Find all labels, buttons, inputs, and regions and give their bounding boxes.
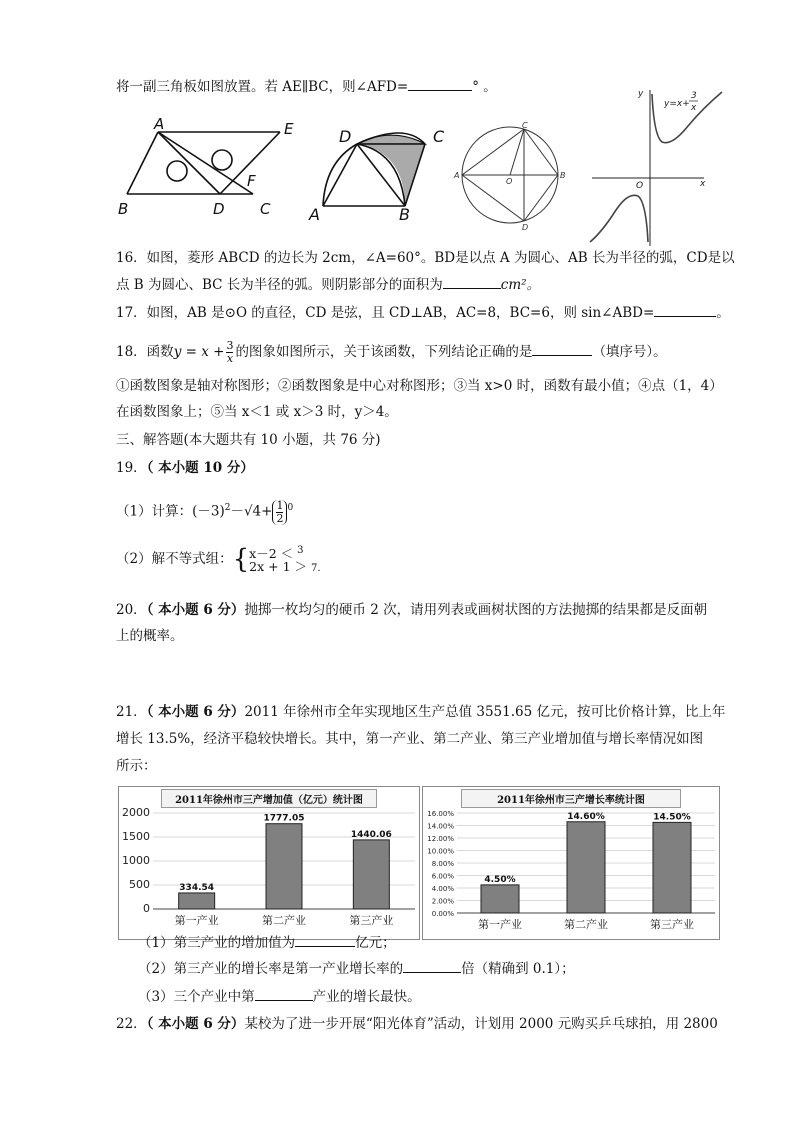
chart2-ytick: 0.00%: [431, 910, 454, 918]
q21-sub3-text: （3）三个产业中第: [138, 989, 255, 1005]
figure-rhombus: [305, 122, 455, 222]
q18-prefix: 18．函数: [116, 344, 174, 360]
chart2-ytick: 12.00%: [427, 835, 454, 843]
q16-line2: [116, 274, 540, 295]
chart2-ytick: 8.00%: [431, 860, 454, 868]
fig2-label-A: A: [309, 205, 320, 222]
q19-part1-mid: －√4+: [230, 503, 273, 520]
q18-func-num: 3: [226, 339, 234, 352]
fig1-edge-AD: [158, 132, 220, 194]
fig3-label-D: D: [522, 223, 529, 232]
q16-line1: 16．如图，菱形 ABCD 的边长为 2cm，∠A=60°。BD是以点 A 为圆心、AB 长为半径的弧，CD是以: [116, 250, 735, 266]
q16-unit: cm²。: [500, 277, 541, 293]
q19-part2: （2）解不等式组：{ x－2 ＜ $^3$ 2x + 1 ＞ 7.: [116, 544, 321, 575]
chart1-bar: [353, 840, 389, 909]
q19-ineq1-rhs: 3: [297, 545, 304, 556]
chart1-category-label: 第二产业: [262, 914, 306, 927]
chart1-bar: [266, 824, 302, 909]
q19-ineq1-lhs: x－2: [249, 546, 277, 562]
q21-sub1-tail: 亿元；: [355, 935, 396, 951]
q21-sub1: [138, 932, 396, 953]
q17-answer-blank[interactable]: [654, 302, 716, 317]
q21-line2: 增长 13.5%，经济平稳较快增长。其中，第一产业、第二产业、第三产业增加值与增长率情况如图: [116, 731, 704, 747]
chart2-ytick: 16.00%: [427, 810, 454, 818]
chart1-title: 2011年徐州市三产增加值（亿元）统计图: [161, 789, 377, 808]
fig1-label-F: F: [247, 172, 256, 190]
q21-text: 2011 年徐州市全年实现地区生产总值 3551.65 亿元，按可比价格计算，比上年: [244, 704, 726, 720]
q22-head: （ 本小题 6 分）: [146, 1016, 245, 1032]
chart1-ytick: 2000: [122, 806, 150, 819]
q19-frac-num: 1: [276, 498, 284, 512]
chart1-bar: [179, 893, 215, 909]
q15-line: [116, 76, 497, 97]
fig2-edge-AD: [323, 144, 357, 206]
fig1-hole-right: [212, 150, 232, 170]
fig1-hole-left: [167, 161, 187, 181]
q21-sub3: [138, 986, 421, 1007]
q16-answer-blank[interactable]: [443, 274, 501, 289]
q21-sub2-tail: 倍（精确到 0.1）；: [461, 961, 575, 977]
fig3-BC: [524, 129, 558, 175]
q15-text: 将一副三角板如图放置。若 AE∥BC，则∠AFD=: [116, 79, 409, 95]
fig1-label-E: E: [284, 120, 294, 138]
q21-sub3-tail: 产业的增长最快。: [312, 989, 421, 1005]
q22-text: 某校为了进一步开展“阳光体育”活动，计划用 2000 元购买乒乓球拍，用 2800: [244, 1016, 718, 1032]
q21-sub2-text: （2）第三产业的增长率是第一产业增长率的: [138, 961, 404, 977]
q20-head: （ 本小题 6 分）: [146, 602, 245, 618]
q18-answer-blank[interactable]: [532, 341, 592, 356]
chart1-ytick: 500: [129, 878, 150, 891]
fig4-curve-left: [590, 195, 648, 242]
figure-circle: [452, 122, 574, 232]
q20-num: 20．: [116, 602, 147, 618]
q21-head: （ 本小题 6 分）: [146, 704, 245, 720]
fig3-label-A: A: [454, 171, 460, 180]
q19-ineq1-op: ＜: [280, 546, 294, 562]
fig4-func-label: y=x+: [664, 99, 690, 109]
chart2-ytick: 10.00%: [427, 847, 454, 856]
chart2-bar: [653, 822, 691, 913]
fig3-AD: [462, 175, 524, 221]
q19-heading: [116, 458, 254, 478]
fig3-OC: [510, 129, 524, 175]
q18-line: [116, 340, 667, 365]
section-3-heading: 三、解答题(本大题共有 10 小题，共 76 分): [116, 432, 381, 448]
q21-sub2-blank[interactable]: [403, 958, 461, 973]
q18-func: y = x +: [173, 344, 225, 360]
q15-tail: ° 。: [472, 79, 497, 95]
chart1-ytick: 1000: [122, 854, 150, 867]
fig4-func-den: x: [691, 103, 697, 113]
q17-text: 17．如图，AB 是⊙O 的直径，CD 是弦，且 CD⊥AB，AC=8，BC=6，则 sin∠ABD=: [116, 305, 655, 321]
chart1-bar-label: 1777.05: [263, 813, 305, 824]
figure-triangles: [110, 118, 305, 220]
q20-line1: [116, 600, 707, 620]
chart2-ytick: 6.00%: [431, 872, 454, 881]
chart2-svg: [423, 787, 719, 939]
fig3-label-B: B: [560, 171, 566, 180]
q20-text: 抛掷一枚均匀的硬币 2 次，请用列表或画树状图的方法抛掷的结果都是反面朝: [244, 602, 708, 618]
q18-options-line1: ①函数图象是轴对称图形；②函数图象是中心对称图形；③当 x>0 时，函数有最小值；④点（1，4）: [116, 378, 723, 394]
fig1-label-B: B: [118, 200, 129, 218]
q19-ineq2-rhs: 7.: [311, 563, 321, 575]
fig4-label-x: x: [700, 179, 706, 189]
q15-answer-blank[interactable]: [408, 76, 472, 91]
fig3-label-O: O: [506, 177, 513, 186]
fig1-label-C: C: [260, 200, 271, 218]
fig3-label-C: C: [522, 122, 528, 130]
chart1-svg: [119, 787, 419, 939]
chart-value-added: [118, 786, 420, 940]
q19-zero-exp: 0: [287, 503, 294, 513]
q21-line1: [116, 702, 726, 722]
q19-num: 19．: [116, 460, 147, 476]
q21-sub3-blank[interactable]: [255, 986, 313, 1001]
fig3-BD: [524, 175, 558, 221]
chart2-category-label: 第三产业: [650, 918, 694, 931]
chart-growth-rate: [422, 786, 720, 940]
q19-frac-den: 2: [276, 511, 284, 525]
fig4-func-num: 3: [691, 91, 697, 101]
q20-line2: 上的概率。: [116, 628, 184, 644]
chart2-bar-label: 4.50%: [484, 874, 516, 885]
q19-part2-text: （2）解不等式组：: [116, 551, 233, 568]
chart2-ytick: 14.00%: [427, 822, 454, 831]
chart2-category-label: 第一产业: [478, 918, 522, 931]
chart1-bar-label: 334.54: [179, 882, 215, 893]
fig4-label-O: O: [636, 181, 644, 191]
fig3-AC: [462, 129, 524, 175]
q21-num: 21．: [116, 704, 147, 720]
q21-line3: 所示：: [116, 758, 157, 774]
chart1-bar-label: 1440.06: [350, 829, 392, 840]
q18-options-line2: 在函数图象上；⑤当 x＜1 或 x＞3 时，y＞4。: [116, 404, 398, 420]
fig2-label-D: D: [339, 127, 352, 146]
fig1-edge-AB: [127, 132, 158, 194]
fig2-label-C: C: [433, 127, 445, 146]
q17-line: [116, 302, 730, 323]
q17-tail: 。: [716, 305, 730, 321]
q19-ineq2-op: ＞: [294, 559, 308, 575]
fig1-label-A: A: [154, 118, 165, 133]
q18-text: 的图象如图所示，关于该函数，下列结论正确的是: [235, 344, 533, 360]
chart2-category-label: 第二产业: [564, 918, 608, 931]
q18-tail: （填序号）。: [592, 344, 667, 360]
chart2-bar-label: 14.50%: [653, 812, 691, 823]
fig4-label-y: y: [638, 89, 644, 99]
q21-sub1-blank[interactable]: [295, 932, 355, 947]
chart2-bar: [481, 885, 519, 913]
chart2-bar-label: 14.60%: [567, 811, 605, 822]
q19-exponent: 2: [224, 503, 231, 513]
q19-part1: [116, 498, 293, 525]
q16-line2-text: 点 B 为圆心、BC 长为半径的弧。则阴影部分的面积为: [116, 277, 443, 293]
fig1-label-D: D: [213, 200, 225, 218]
q22-line: [116, 1014, 718, 1034]
q21-sub1-text: （1）第三产业的增加值为: [138, 935, 296, 951]
chart1-category-label: 第一产业: [174, 914, 219, 927]
chart1-ytick: 1500: [122, 830, 150, 843]
q19-ineq2-lhs: 2x + 1: [249, 559, 291, 575]
chart1-category-label: 第三产业: [349, 914, 394, 927]
q18-func-den: x: [226, 352, 234, 365]
chart2-title: 2011年徐州市三产增长率统计图: [461, 789, 681, 808]
q19-part1-text: （1）计算：(－3): [116, 503, 225, 520]
fig2-label-B: B: [399, 205, 410, 222]
chart2-bar: [567, 822, 605, 913]
chart2-ytick: 2.00%: [431, 897, 454, 906]
chart1-ytick: 0: [143, 902, 150, 915]
q19-head: （ 本小题 10 分）: [146, 460, 254, 476]
q21-sub2: [138, 958, 575, 979]
chart2-ytick: 4.00%: [431, 885, 454, 893]
q22-num: 22．: [116, 1016, 147, 1032]
figure-function-graph: [588, 86, 728, 248]
